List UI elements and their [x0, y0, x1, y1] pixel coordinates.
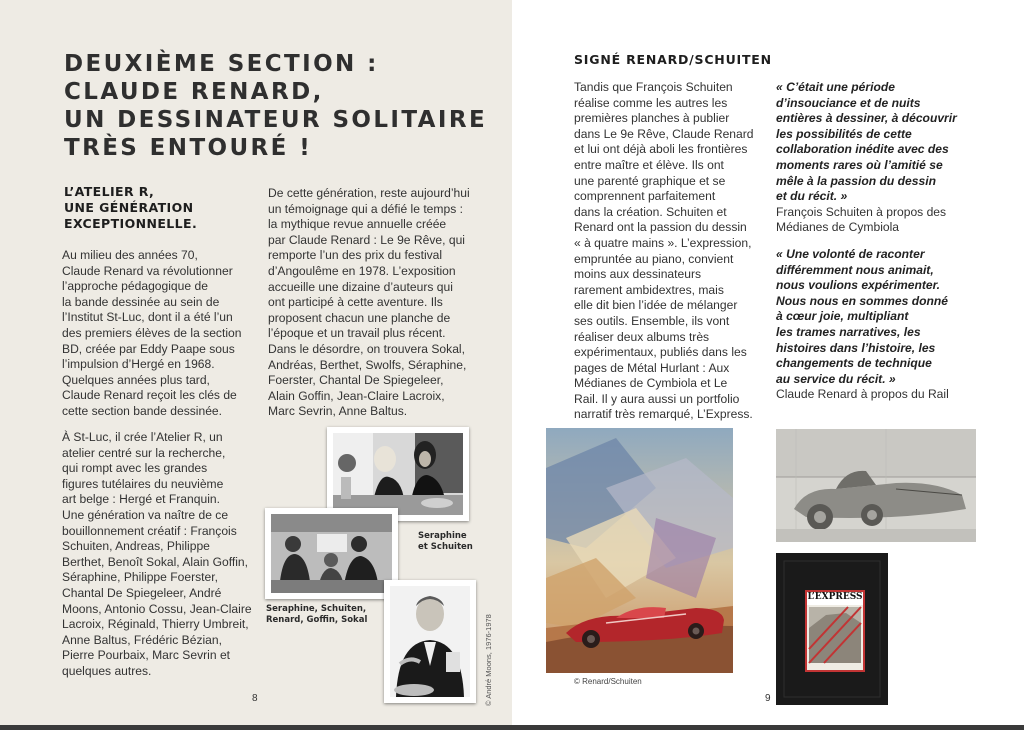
- quote-attribution: Claude Renard à propos du Rail: [776, 387, 949, 402]
- page-number: 9: [765, 693, 771, 704]
- quote-line: différemment nous animait,: [776, 262, 934, 277]
- quote-line: « Une volonté de raconter: [776, 247, 925, 261]
- text-line: une parenté graphique et se: [574, 173, 726, 188]
- artwork-credit: © Renard/Schuiten: [574, 677, 642, 686]
- atelier-subtitle: [64, 184, 254, 232]
- text-line: Dans le désordre, on trouvera Sokal,: [268, 341, 465, 356]
- text-line: remporte l’un des prix du festival: [268, 248, 443, 263]
- text-line: figures tutélaires du neuvième: [62, 476, 224, 491]
- quote-renard: [776, 247, 949, 403]
- photo-image: [390, 586, 470, 697]
- text-line: cette section bande dessinée.: [62, 403, 223, 418]
- text-line: atelier centré sur la recherche,: [62, 445, 226, 460]
- quote-line: nous voulions expérimenter.: [776, 278, 940, 293]
- text-line: « à quatre mains ». L’expression,: [574, 235, 752, 250]
- express-cover-label: L’EXPRESS: [807, 592, 863, 602]
- text-line: Séraphine, Philippe Foerster,: [62, 570, 218, 585]
- text-line: empruntée au piano, convient: [574, 251, 734, 266]
- quote-line: histoires dans l’histoire, les: [776, 340, 936, 355]
- text-line: Moons, Antonio Cossu, Jean-Claire: [62, 601, 252, 616]
- text-line: Une génération va naître de ce: [62, 507, 229, 522]
- viewer-bottom-bar: [0, 725, 1024, 730]
- text-line: un témoignage qui a défié le temps :: [268, 201, 463, 216]
- photo-seraphine-schuiten: [327, 427, 469, 521]
- text-line: Médianes de Cymbiola et Le: [574, 376, 728, 391]
- quote-line: Nous nous en sommes donné: [776, 293, 949, 308]
- quote-line: d’insouciance et de nuits: [776, 95, 921, 110]
- text-line: accueille une dizaine d’auteurs qui: [268, 279, 453, 294]
- section-title: [64, 50, 504, 162]
- photo-group-studio: [265, 508, 398, 599]
- artwork-image: [546, 428, 733, 673]
- quote-line: « C’était une période: [776, 80, 895, 94]
- text-line: dans la création. Schuiten et: [574, 204, 727, 219]
- title-line: UN DESSINATEUR SOLITAIRE: [64, 107, 488, 133]
- renard-schuiten-paragraph: [574, 80, 774, 423]
- text-line: Pierre Pourbaix, Marc Sevrin et: [62, 648, 231, 663]
- text-line: Anne Baltus, Frédéric Bézian,: [62, 632, 222, 647]
- text-line: comprennent parfaitement: [574, 189, 716, 204]
- artwork-image: [776, 553, 888, 705]
- text-line: Andréas, Berthet, Swolfs, Séraphine,: [268, 357, 467, 372]
- quote-line: entières à dessiner, à découvrir: [776, 111, 957, 126]
- text-line: narratif très remarqué, L’Express.: [574, 407, 753, 422]
- quote-line: changements de technique: [776, 356, 932, 371]
- text-line: entre maître et élève. Ils ont: [574, 157, 724, 172]
- photo-image: [271, 514, 392, 593]
- text-line: pages de Métal Hurlant : Aux: [574, 360, 730, 375]
- text-line: Claude Renard va révolutionner: [62, 263, 233, 278]
- text-line: proposent chacun une planche de: [268, 310, 451, 325]
- text-line: l’Institut St-Luc, dont il a été l’un: [62, 310, 233, 325]
- quote-line: et du récit. »: [776, 189, 848, 204]
- text-line: Chantal De Spiegeleer, André: [62, 585, 222, 600]
- quote-line: mêle à la passion du dessin: [776, 173, 936, 188]
- quote-line: moments rares où l’amitié se: [776, 157, 943, 172]
- caption-line: Seraphine, Schuiten,: [266, 604, 367, 614]
- text-line: Berthet, Benoît Sokal, Alain Goffin,: [62, 554, 248, 569]
- text-line: quelques autres.: [62, 663, 152, 678]
- quote-line: à cœur joie, multipliant: [776, 309, 909, 324]
- left-column-paragraph-1: [62, 248, 262, 420]
- text-line: art belge : Hergé et Franquin.: [62, 492, 220, 507]
- text-line: Alain Goffin, Jean-Claire Lacroix,: [268, 388, 445, 403]
- text-line: rarement ambidextres, mais: [574, 282, 724, 297]
- caption-line: Renard, Goffin, Sokal: [266, 615, 368, 625]
- text-line: bouillonnement créatif : François: [62, 523, 237, 538]
- quote-line: les trames narratives, les: [776, 324, 921, 339]
- photo-credit: © André Moons, 1976-1978: [484, 614, 493, 706]
- title-line: TRÈS ENTOURÉ !: [64, 135, 313, 161]
- subtitle-line: EXCEPTIONNELLE.: [64, 216, 198, 231]
- caption-line: Seraphine: [418, 531, 467, 541]
- text-line: Au milieu des années 70,: [62, 248, 198, 262]
- photo-caption: [266, 604, 367, 626]
- text-line: l’approche pédagogique de: [62, 279, 208, 294]
- text-line: dans Le 9e Rêve, Claude Renard: [574, 126, 754, 141]
- quote-attribution: Médianes de Cymbiola: [776, 220, 900, 235]
- text-line: De cette génération, reste aujourd’hui: [268, 186, 470, 200]
- text-line: l’époque et un travail plus récent.: [268, 326, 446, 341]
- page-number: 8: [252, 693, 258, 704]
- text-line: moins aux dessinateurs: [574, 267, 702, 282]
- text-line: Lacroix, Réginald, Thierry Umbreit,: [62, 617, 249, 632]
- second-column-paragraph: [268, 186, 483, 420]
- text-line: Tandis que François Schuiten: [574, 80, 733, 94]
- photo-portrait-renard: [384, 580, 476, 703]
- text-line: elle dit bien l’idée de mélanger: [574, 298, 738, 313]
- text-line: réalise comme les autres les: [574, 95, 728, 110]
- text-line: d’Angoulême en 1978. L’exposition: [268, 263, 456, 278]
- text-line: qui rompt avec les grandes: [62, 461, 208, 476]
- left-column-paragraph-2: [62, 430, 262, 680]
- quote-line: au service du récit. »: [776, 371, 896, 386]
- quote-attribution: François Schuiten à propos des: [776, 204, 947, 219]
- title-line: CLAUDE RENARD,: [64, 79, 324, 105]
- text-line: l’impulsion d’Hergé en 1968.: [62, 357, 215, 372]
- text-line: ses outils. Ensemble, ils vont: [574, 313, 730, 328]
- artwork-image: [776, 429, 976, 542]
- text-line: Renard ont la passion du dessin: [574, 220, 747, 235]
- photo-image: [333, 433, 463, 515]
- text-line: BD, créée par Eddy Paape sous: [62, 341, 235, 356]
- section-heading: SIGNÉ RENARD/SCHUITEN: [574, 52, 772, 67]
- text-line: expérimentaux, publiés dans les: [574, 345, 747, 360]
- text-line: des premiers élèves de la section: [62, 325, 242, 340]
- subtitle-line: UNE GÉNÉRATION: [64, 200, 194, 215]
- text-line: Schuiten, Andreas, Philippe: [62, 539, 210, 554]
- quote-line: les possibilités de cette: [776, 126, 912, 141]
- text-line: premières planches à publier: [574, 111, 730, 126]
- text-line: ont participé à cette aventure. Ils: [268, 295, 443, 310]
- text-line: Rail. Il y aura aussi un portfolio: [574, 391, 740, 406]
- text-line: À St-Luc, il crée l’Atelier R, un: [62, 430, 223, 444]
- text-line: Claude Renard reçoit les clés de: [62, 388, 237, 403]
- text-line: par Claude Renard : Le 9e Rêve, qui: [268, 232, 465, 247]
- text-line: Foerster, Chantal De Spiegeleer,: [268, 373, 444, 388]
- text-line: Quelques années plus tard,: [62, 372, 210, 387]
- photo-caption: [418, 531, 473, 553]
- artwork-red-car-painting: [546, 428, 733, 673]
- quote-line: collaboration inédite avec des: [776, 142, 949, 157]
- text-line: la bande dessinée au sein de: [62, 294, 220, 309]
- title-line: DEUXIÈME SECTION :: [64, 51, 379, 77]
- text-line: et lui ont déjà aboli les frontières: [574, 142, 748, 157]
- quote-schuiten: [776, 80, 957, 236]
- artwork-vehicle-sketch: [776, 429, 976, 542]
- artwork-express-cover: [776, 553, 888, 705]
- text-line: réaliser deux albums très: [574, 329, 710, 344]
- right-page: [512, 0, 1024, 730]
- caption-line: et Schuiten: [418, 542, 473, 552]
- subtitle-line: L’ATELIER R,: [64, 184, 155, 199]
- text-line: Marc Sevrin, Anne Baltus.: [268, 404, 408, 419]
- text-line: la mythique revue annuelle créée: [268, 217, 447, 232]
